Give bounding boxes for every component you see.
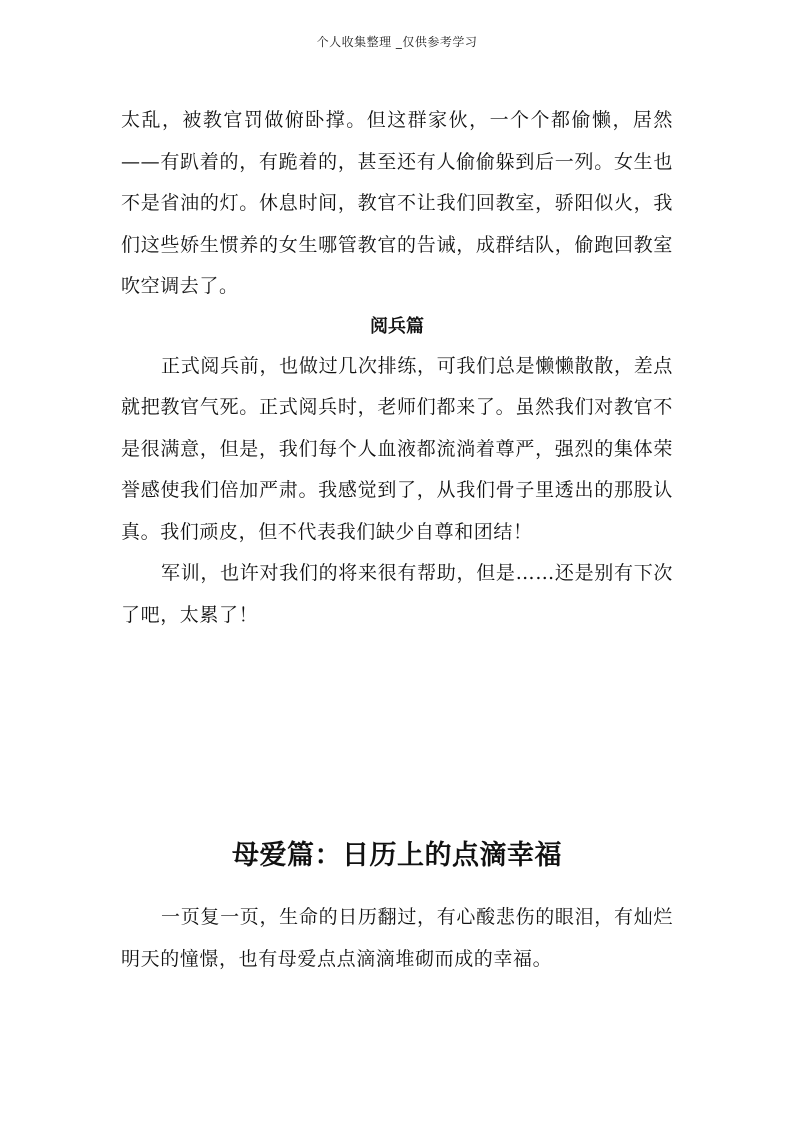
page-header: 个人收集整理 _仅供参考学习: [316, 35, 478, 49]
paragraph-intro: 一页复一页，生命的日历翻过，有心酸悲伤的眼泪，有灿烂明天的憧憬，也有母爱点点滴滴堆砌而成的幸福。: [121, 906, 673, 970]
paragraph-ending: 军训，也许对我们的将来很有帮助，但是……还是别有下次了吧，太累了！: [121, 562, 673, 626]
document-body: [121, 100, 673, 636]
article-title: 母爱篇：日历上的点滴幸福: [232, 840, 562, 872]
article-body: [121, 897, 673, 980]
paragraph-continued: 太乱，被教官罚做俯卧撑。但这群家伙，一个个都偷懒，居然——有趴着的，有跪着的，甚至还有人偷偷躲到后一列。女生也不是省油的灯。休息时间，教官不让我们回教室，骄阳似火，我们这些娇生惯养的女生哪管教官的告诫，成群结队，偷跑回教室吹空调去了。: [121, 109, 673, 297]
section-heading-parade: 阅兵篇: [370, 315, 424, 337]
paragraph-parade: 正式阅兵前，也做过几次排练，可我们总是懒懒散散，差点就把教官气死。正式阅兵时，老师们都来了。虽然我们对教官不是很满意，但是，我们每个人血液都流淌着尊严，强烈的集体荣誉感使我们倍加严肃。我感觉到了，从我们骨子里透出的那股认真。我们顽皮，但不代表我们缺少自尊和团结！: [121, 354, 673, 543]
